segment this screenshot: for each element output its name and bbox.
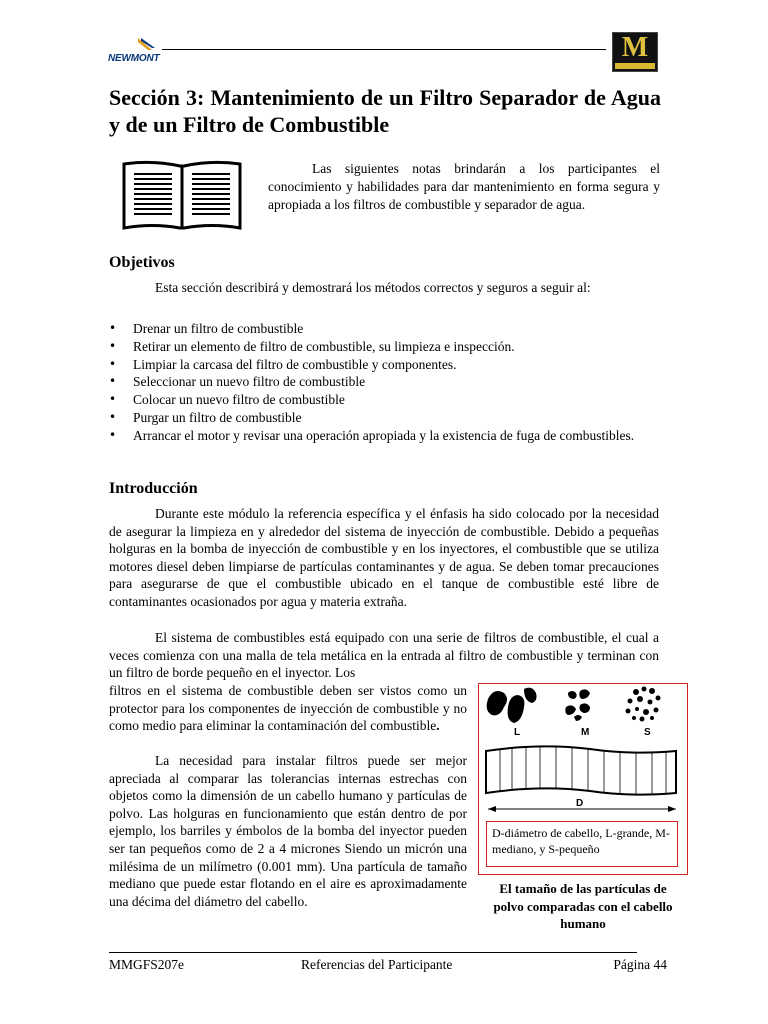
company-logo-band	[615, 63, 655, 69]
footer-page-number: Página 44	[613, 957, 667, 972]
objectives-lead: Esta sección describirá y demostrará los métodos correctos y seguros a seguir al:	[155, 280, 591, 295]
figure-title: El tamaño de las partículas de polvo comparadas con el cabello humano	[493, 881, 673, 931]
small-particles	[626, 687, 661, 722]
list-item: • Retirar un elemento de filtro de combustible, su limpieza e inspección.	[109, 338, 661, 356]
large-particle	[524, 688, 537, 703]
introduction-paragraph-2-continued	[109, 682, 467, 735]
introduction-paragraph-3: La necesidad para instalar filtros puede ser mejor apreciada al comparar las tolerancias internas estrechas con objetos como la dimensión de un cabello humano y partículas de polvo. Las holguras en funcionamiento que están dentro de por ejemplo, los barriles y émbolos de la bomba del inyector pueden ser tan pequeños como de 2 a 4 micrones Siendo un micrón una milésima de un milímetro (0.001 mm). Una partícula de tamaño mediano que puede estar flotando en el aire es aproximadamente una décima del diámetro del cabello.	[109, 753, 467, 909]
label-medium: M	[581, 727, 590, 738]
open-book-icon	[122, 160, 242, 230]
hair-strand	[486, 746, 676, 794]
footer-rule	[109, 952, 637, 953]
hair-vs-dust-illustration	[480, 685, 684, 819]
paragraph-2-narrow-text: filtros en el sistema de combustible deben ser vistos como un protector para los componentes de inyección de combustible y no como medio para eliminar la contaminación del combustible	[109, 683, 467, 734]
list-item: • Purgar un filtro de combustible	[109, 409, 661, 427]
label-small: S	[644, 727, 651, 738]
company-logo-letter: M	[621, 32, 649, 63]
label-large: L	[514, 727, 521, 738]
list-item: • Seleccionar un nuevo filtro de combustible	[109, 373, 661, 391]
medium-particle	[579, 689, 590, 699]
medium-particle	[568, 691, 577, 699]
footer-center-text: Referencias del Participante	[301, 957, 453, 972]
objectives-list	[109, 320, 661, 445]
large-particle	[508, 695, 525, 723]
header-rule	[162, 49, 606, 50]
paragraph-2-end: .	[436, 718, 440, 734]
company-logo	[612, 32, 658, 72]
list-item: • Limpiar la carcasa del filtro de combustible y componentes.	[109, 356, 661, 374]
objectives-heading: Objetivos	[109, 254, 175, 271]
introduction-heading: Introducción	[109, 480, 198, 497]
list-item: • Arrancar el motor y revisar una operación apropiada y la existencia de fuga de combustibles.	[109, 427, 661, 445]
list-item: • Drenar un filtro de combustible	[109, 320, 661, 338]
list-item: • Colocar un nuevo filtro de combustible	[109, 391, 661, 409]
medium-particle	[580, 703, 591, 713]
figure-caption: D-diámetro de cabello, L-grande, M-mediano, y S-pequeño	[486, 821, 678, 867]
medium-particle	[574, 715, 582, 721]
large-particle	[487, 691, 507, 715]
section-title: Sección 3: Mantenimiento de un Filtro Separador de Agua y de un Filtro de Combustible	[109, 85, 661, 137]
newmont-logo	[108, 36, 158, 66]
label-diameter: D	[576, 798, 584, 809]
medium-particle	[565, 705, 576, 715]
newmont-logo-text: NEWMONT	[108, 53, 160, 64]
intro-note: Las siguientes notas brindarán a los participantes el conocimiento y habilidades para dar mantenimiento en forma segura y apropiada a los filtros de combustible y separador de agua.	[268, 161, 660, 212]
footer-document-code: MMGFS207e	[109, 957, 185, 972]
introduction-paragraph-1: Durante este módulo la referencia específica y el énfasis ha sido colocado por la necesidad de asegurar la limpieza en y alrededor del sistema de inyección de combustible. Debido a pequeñas holguras en la bomba de inyección de combustible y en los inyectores, el combustible que se utiliza motores diesel deben limpiarse de partículas contaminantes y de agua. Se deben tomar precauciones para asegurarse de que el combustible ubicado en el tanque de combustible esté libre de contaminantes ocasionados por agua y materia extraña.	[109, 506, 659, 609]
introduction-paragraph-2: El sistema de combustibles está equipado con una serie de filtros de combustible, el cual a veces comienza con una malla de tela metálica en la entrada al filtro de combustible y terminan con un filtro de borde pequeño en el inyector. Los	[109, 630, 659, 681]
